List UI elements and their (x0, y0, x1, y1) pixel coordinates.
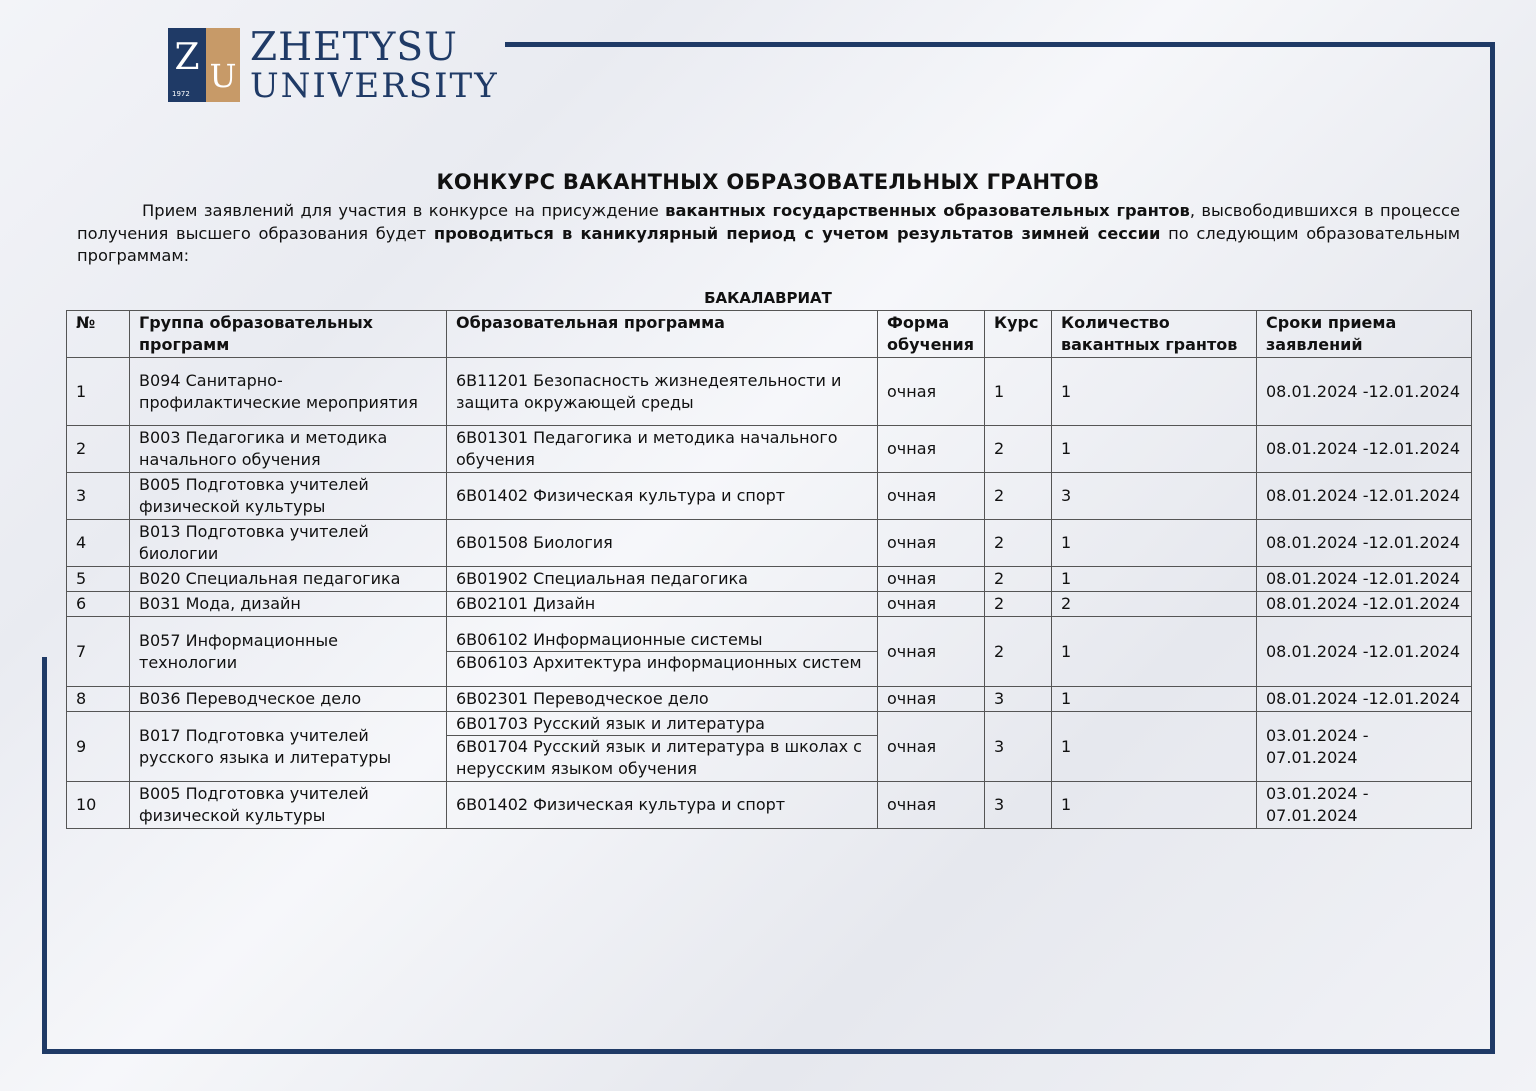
intro-paragraph (77, 200, 1460, 268)
cell-dates: 03.01.2024 - 07.01.2024 (1257, 782, 1472, 829)
cell-dates: 08.01.2024 -12.01.2024 (1257, 592, 1472, 617)
header-count: Количество вакантных грантов (1052, 311, 1257, 358)
cell-group: В031 Мода, дизайн (130, 592, 447, 617)
cell-course: 2 (985, 617, 1052, 687)
cell-form: очная (878, 712, 985, 782)
table-row (67, 687, 1472, 712)
table-row (67, 426, 1472, 473)
cell-group: В005 Подготовка учителей физической культуры (130, 782, 447, 829)
cell-count: 1 (1052, 687, 1257, 712)
cell-number: 9 (67, 712, 130, 782)
grants-table (66, 310, 1472, 829)
cell-number: 5 (67, 567, 130, 592)
cell-form: очная (878, 592, 985, 617)
cell-group: В017 Подготовка учителей русского языка и литературы (130, 712, 447, 782)
logo-line2: UNIVERSITY (250, 66, 499, 106)
cell-count: 1 (1052, 520, 1257, 567)
cell-number: 4 (67, 520, 130, 567)
cell-group: В020 Специальная педагогика (130, 567, 447, 592)
program-item: 6В06103 Архитектура информационных систем (447, 651, 877, 674)
intro-bold-1: вакантных государственных образовательных грантов (665, 201, 1190, 220)
cell-program (447, 617, 878, 687)
cell-course: 3 (985, 782, 1052, 829)
cell-number: 3 (67, 473, 130, 520)
cell-dates: 08.01.2024 -12.01.2024 (1257, 520, 1472, 567)
cell-dates: 08.01.2024 -12.01.2024 (1257, 687, 1472, 712)
cell-course: 3 (985, 712, 1052, 782)
table-row (67, 617, 1472, 687)
intro-text-1: Прием заявлений для участия в конкурсе на присуждение (142, 201, 666, 220)
university-logo (168, 25, 499, 106)
cell-program (447, 473, 878, 520)
logo-wordmark (250, 25, 499, 106)
program-item: 6В01301 Педагогика и методика начального обучения (456, 428, 838, 469)
section-heading: БАКАЛАВРИАТ (704, 289, 832, 307)
cell-count: 1 (1052, 617, 1257, 687)
table-row (67, 592, 1472, 617)
program-item: 6В11201 Безопасность жизнедеятельности и защита окружающей среды (456, 370, 842, 412)
logo-letter-z: Z (168, 28, 206, 102)
cell-count: 1 (1052, 358, 1257, 426)
cell-dates: 08.01.2024 -12.01.2024 (1257, 473, 1472, 520)
frame-bottom-line (42, 1049, 1495, 1054)
cell-course: 2 (985, 520, 1052, 567)
table-row (67, 473, 1472, 520)
program-item: 6В01402 Физическая культура и спорт (456, 486, 786, 505)
cell-group: В036 Переводческое дело (130, 687, 447, 712)
cell-count: 1 (1052, 782, 1257, 829)
page-title: КОНКУРС ВАКАНТНЫХ ОБРАЗОВАТЕЛЬНЫХ ГРАНТОВ (436, 170, 1100, 194)
header-group: Группа образовательных программ (130, 311, 447, 358)
cell-course: 2 (985, 426, 1052, 473)
frame-left-line (42, 657, 47, 1054)
cell-form: очная (878, 567, 985, 592)
cell-program (447, 687, 878, 712)
logo-line1: ZHETYSU (250, 25, 458, 70)
table-row (67, 358, 1472, 426)
intro-text-2: , высвободившихся в процессе получения высшего образования будет (77, 201, 1460, 243)
cell-program (447, 592, 878, 617)
cell-number: 2 (67, 426, 130, 473)
cell-dates: 08.01.2024 -12.01.2024 (1257, 567, 1472, 592)
program-item: 6В01902 Специальная педагогика (456, 569, 748, 588)
cell-program (447, 782, 878, 829)
cell-program (447, 358, 878, 426)
cell-course: 3 (985, 687, 1052, 712)
cell-form: очная (878, 687, 985, 712)
table-row (67, 520, 1472, 567)
program-item: 6В01704 Русский язык и литература в школах с нерусским языком обучения (447, 735, 877, 780)
program-item: 6В02101 Дизайн (456, 594, 596, 613)
cell-group: В005 Подготовка учителей физической культуры (130, 473, 447, 520)
cell-number: 10 (67, 782, 130, 829)
cell-course: 2 (985, 592, 1052, 617)
cell-number: 6 (67, 592, 130, 617)
cell-count: 1 (1052, 426, 1257, 473)
cell-dates: 08.01.2024 -12.01.2024 (1257, 617, 1472, 687)
cell-dates: 08.01.2024 -12.01.2024 (1257, 358, 1472, 426)
cell-count: 2 (1052, 592, 1257, 617)
header-dates: Сроки приема заявлений (1257, 311, 1472, 358)
cell-course: 1 (985, 358, 1052, 426)
header-course: Курс (985, 311, 1052, 358)
cell-number: 1 (67, 358, 130, 426)
logo-mark (168, 28, 240, 102)
table-header-row (67, 311, 1472, 358)
cell-number: 8 (67, 687, 130, 712)
cell-program (447, 426, 878, 473)
program-item: 6В01402 Физическая культура и спорт (456, 795, 786, 814)
table-row (67, 782, 1472, 829)
cell-group: В003 Педагогика и методика начального обучения (130, 426, 447, 473)
cell-count: 1 (1052, 567, 1257, 592)
cell-dates: 03.01.2024 - 07.01.2024 (1257, 712, 1472, 782)
table-row (67, 567, 1472, 592)
cell-number: 7 (67, 617, 130, 687)
intro-bold-2: проводиться в каникулярный период с учетом результатов зимней сессии (433, 223, 1161, 243)
cell-group: В013 Подготовка учителей биологии (130, 520, 447, 567)
program-item: 6В02301 Переводческое дело (456, 689, 709, 708)
cell-count: 3 (1052, 473, 1257, 520)
table-row (67, 712, 1472, 782)
cell-form: очная (878, 520, 985, 567)
cell-program (447, 712, 878, 782)
cell-form: очная (878, 426, 985, 473)
cell-course: 2 (985, 473, 1052, 520)
cell-program (447, 520, 878, 567)
header-form: Форма обучения (878, 311, 985, 358)
program-item: 6В01703 Русский язык и литература (456, 714, 765, 733)
program-item: 6В06102 Информационные системы (456, 630, 763, 649)
cell-program (447, 567, 878, 592)
intro-text-3: по следующим образовательным программам: (77, 223, 1460, 265)
cell-form: очная (878, 358, 985, 426)
cell-count: 1 (1052, 712, 1257, 782)
logo-letter-u: U (206, 28, 240, 102)
cell-group: В094 Санитарно-профилактические мероприятия (130, 358, 447, 426)
cell-group: В057 Информационные технологии (130, 617, 447, 687)
cell-form: очная (878, 782, 985, 829)
logo-year: 1972 (172, 90, 190, 98)
cell-dates: 08.01.2024 -12.01.2024 (1257, 426, 1472, 473)
cell-course: 2 (985, 567, 1052, 592)
frame-top-line (505, 42, 1495, 47)
cell-form: очная (878, 473, 985, 520)
cell-form: очная (878, 617, 985, 687)
header-number: № (67, 311, 130, 358)
header-program: Образовательная программа (447, 311, 878, 358)
program-item: 6В01508 Биология (456, 533, 613, 552)
